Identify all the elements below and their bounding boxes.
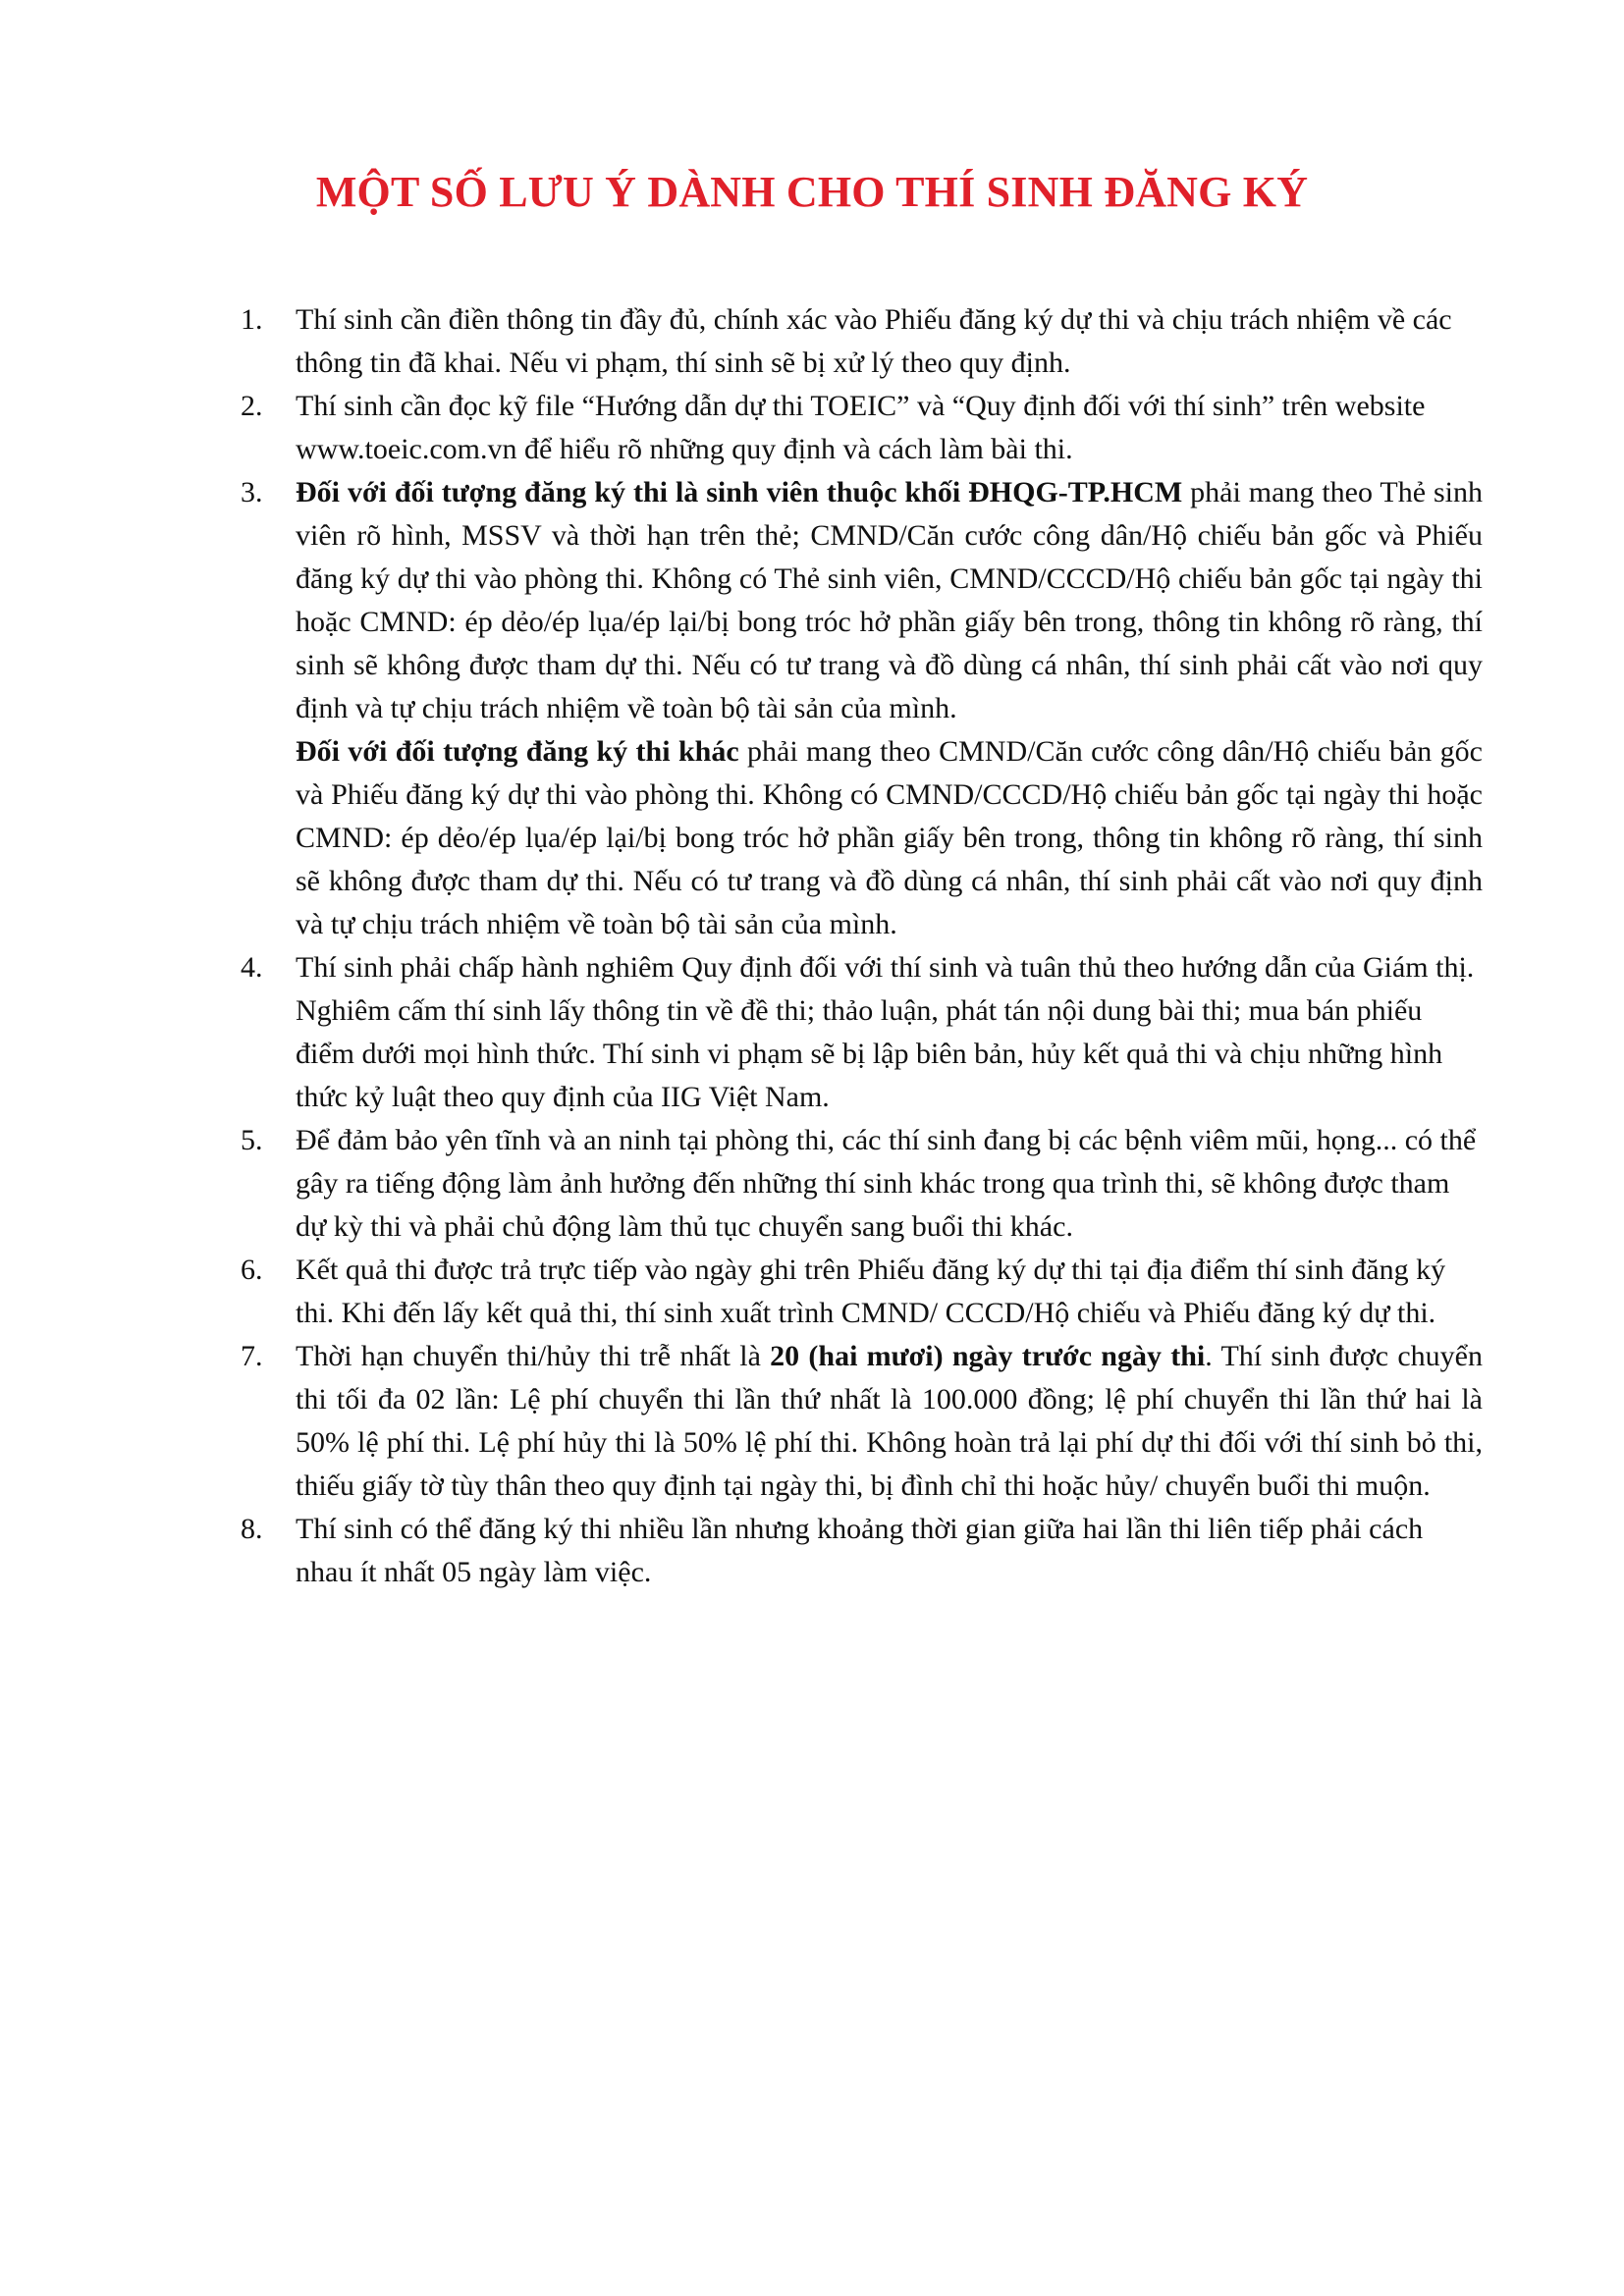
item-text: Thí sinh cần điền thông tin đầy đủ, chính xác vào Phiếu đăng ký dự thi và chịu trách nhiệm về các thông tin đã khai. Nếu vi phạm, thí sinh sẽ bị xử lý theo quy định. <box>296 303 1452 379</box>
notes-list <box>241 298 1483 1594</box>
bold-heading: Đối với đối tượng đăng ký thi khác <box>296 735 739 768</box>
paragraph-students: Đối với đối tượng đăng ký thi là sinh viên thuộc khối ĐHQG-TP.HCM phải mang theo Thẻ sinh viên rõ hình, MSSV và thời hạn trên thẻ; CMND/Căn cước công dân/Hộ chiếu bản gốc và Phiếu đăng ký dự thi vào phòng thi. Không có Thẻ sinh viên, CMND/CCCD/Hộ chiếu bản gốc tại ngày thi hoặc CMND: ép dẻo/ép lụa/ép lại/bị bong tróc hở phần giấy bên trong, thông tin không rõ ràng, thí sinh sẽ không được tham dự thi. Nếu có tư trang và đồ dùng cá nhân, thí sinh phải cất vào nơi quy định và tự chịu trách nhiệm về toàn bộ tài sản của mình. <box>296 476 1483 724</box>
item-text: Thí sinh phải chấp hành nghiêm Quy định đối với thí sinh và tuân thủ theo hướng dẫn của Giám thị. Nghiêm cấm thí sinh lấy thông tin về đề thi; thảo luận, phát tán nội dung bài thi; mua bán phiếu điểm dưới mọi hình thức. Thí sinh vi phạm sẽ bị lập biên bản, hủy kết quả thi và chịu những hình thức kỷ luật theo quy định của IIG Việt Nam. <box>296 951 1475 1113</box>
item-number: 7. <box>241 1340 263 1372</box>
item-number: 4. <box>241 951 263 984</box>
item-text: Kết quả thi được trả trực tiếp vào ngày ghi trên Phiếu đăng ký dự thi tại địa điểm thí sinh đăng ký thi. Khi đến lấy kết quả thi, thí sinh xuất trình CMND/ CCCD/Hộ chiếu và Phiếu đăng ký dự thi. <box>296 1254 1446 1329</box>
list-item-6 <box>241 1249 1483 1335</box>
list-item-2 <box>241 385 1483 471</box>
item-text: Thí sinh có thể đăng ký thi nhiều lần nhưng khoảng thời gian giữa hai lần thi liên tiếp phải cách nhau ít nhất 05 ngày làm việc. <box>296 1513 1424 1588</box>
item-number: 3. <box>241 476 263 508</box>
deadline-bold: 20 (hai mươi) ngày trước ngày thi <box>770 1340 1206 1372</box>
list-item-7 <box>241 1335 1483 1508</box>
list-item-1 <box>241 298 1483 385</box>
item-text: Để đảm bảo yên tĩnh và an ninh tại phòng thi, các thí sinh đang bị các bệnh viêm mũi, họng... có thể gây ra tiếng động làm ảnh hưởng đến những thí sinh khác trong qua trình thi, sẽ không được tham dự kỳ thi và phải chủ động làm thủ tục chuyển sang buổi thi khác. <box>296 1124 1477 1243</box>
list-item-3 <box>241 471 1483 946</box>
list-item-5 <box>241 1119 1483 1249</box>
page-title: MỘT SỐ LƯU Ý DÀNH CHO THÍ SINH ĐĂNG KÝ <box>315 168 1309 216</box>
item-number: 5. <box>241 1124 263 1156</box>
bold-heading: Đối với đối tượng đăng ký thi là sinh viên thuộc khối ĐHQG-TP.HCM <box>296 476 1183 508</box>
item-text: Thí sinh cần đọc kỹ file “Hướng dẫn dự thi TOEIC” và “Quy định đối với thí sinh” trên website www.toeic.com.vn để hiểu rõ những quy định và cách làm bài thi. <box>296 390 1426 465</box>
item-number: 6. <box>241 1254 263 1286</box>
list-item-8 <box>241 1508 1483 1594</box>
item-text <box>296 471 1483 946</box>
paragraph-others: Đối với đối tượng đăng ký thi khác phải mang theo CMND/Căn cước công dân/Hộ chiếu bản gốc và Phiếu đăng ký dự thi vào phòng thi. Không có CMND/CCCD/Hộ chiếu bản gốc tại ngày thi hoặc CMND: ép dẻo/ép lụa/ép lại/bị bong tróc hở phần giấy bên trong, thông tin không rõ ràng, thí sinh sẽ không được tham dự thi. Nếu có tư trang và đồ dùng cá nhân, thí sinh phải cất vào nơi quy định và tự chịu trách nhiệm về toàn bộ tài sản của mình. <box>296 735 1483 940</box>
item-text: Thời hạn chuyển thi/hủy thi trễ nhất là 20 (hai mươi) ngày trước ngày thi. Thí sinh được chuyển thi tối đa 02 lần: Lệ phí chuyển thi lần thứ nhất là 100.000 đồng; lệ phí chuyển thi lần thứ hai là 50% lệ phí thi. Lệ phí hủy thi là 50% lệ phí thi. Không hoàn trả lại phí dự thi đối với thí sinh bỏ thi, thiếu giấy tờ tùy thân theo quy định tại ngày thi, bị đình chỉ thi hoặc hủy/ chuyển buổi thi muộn. <box>296 1340 1483 1502</box>
item-number: 1. <box>241 303 263 336</box>
item-number: 2. <box>241 390 263 422</box>
item-number: 8. <box>241 1513 263 1545</box>
list-item-4 <box>241 946 1483 1119</box>
